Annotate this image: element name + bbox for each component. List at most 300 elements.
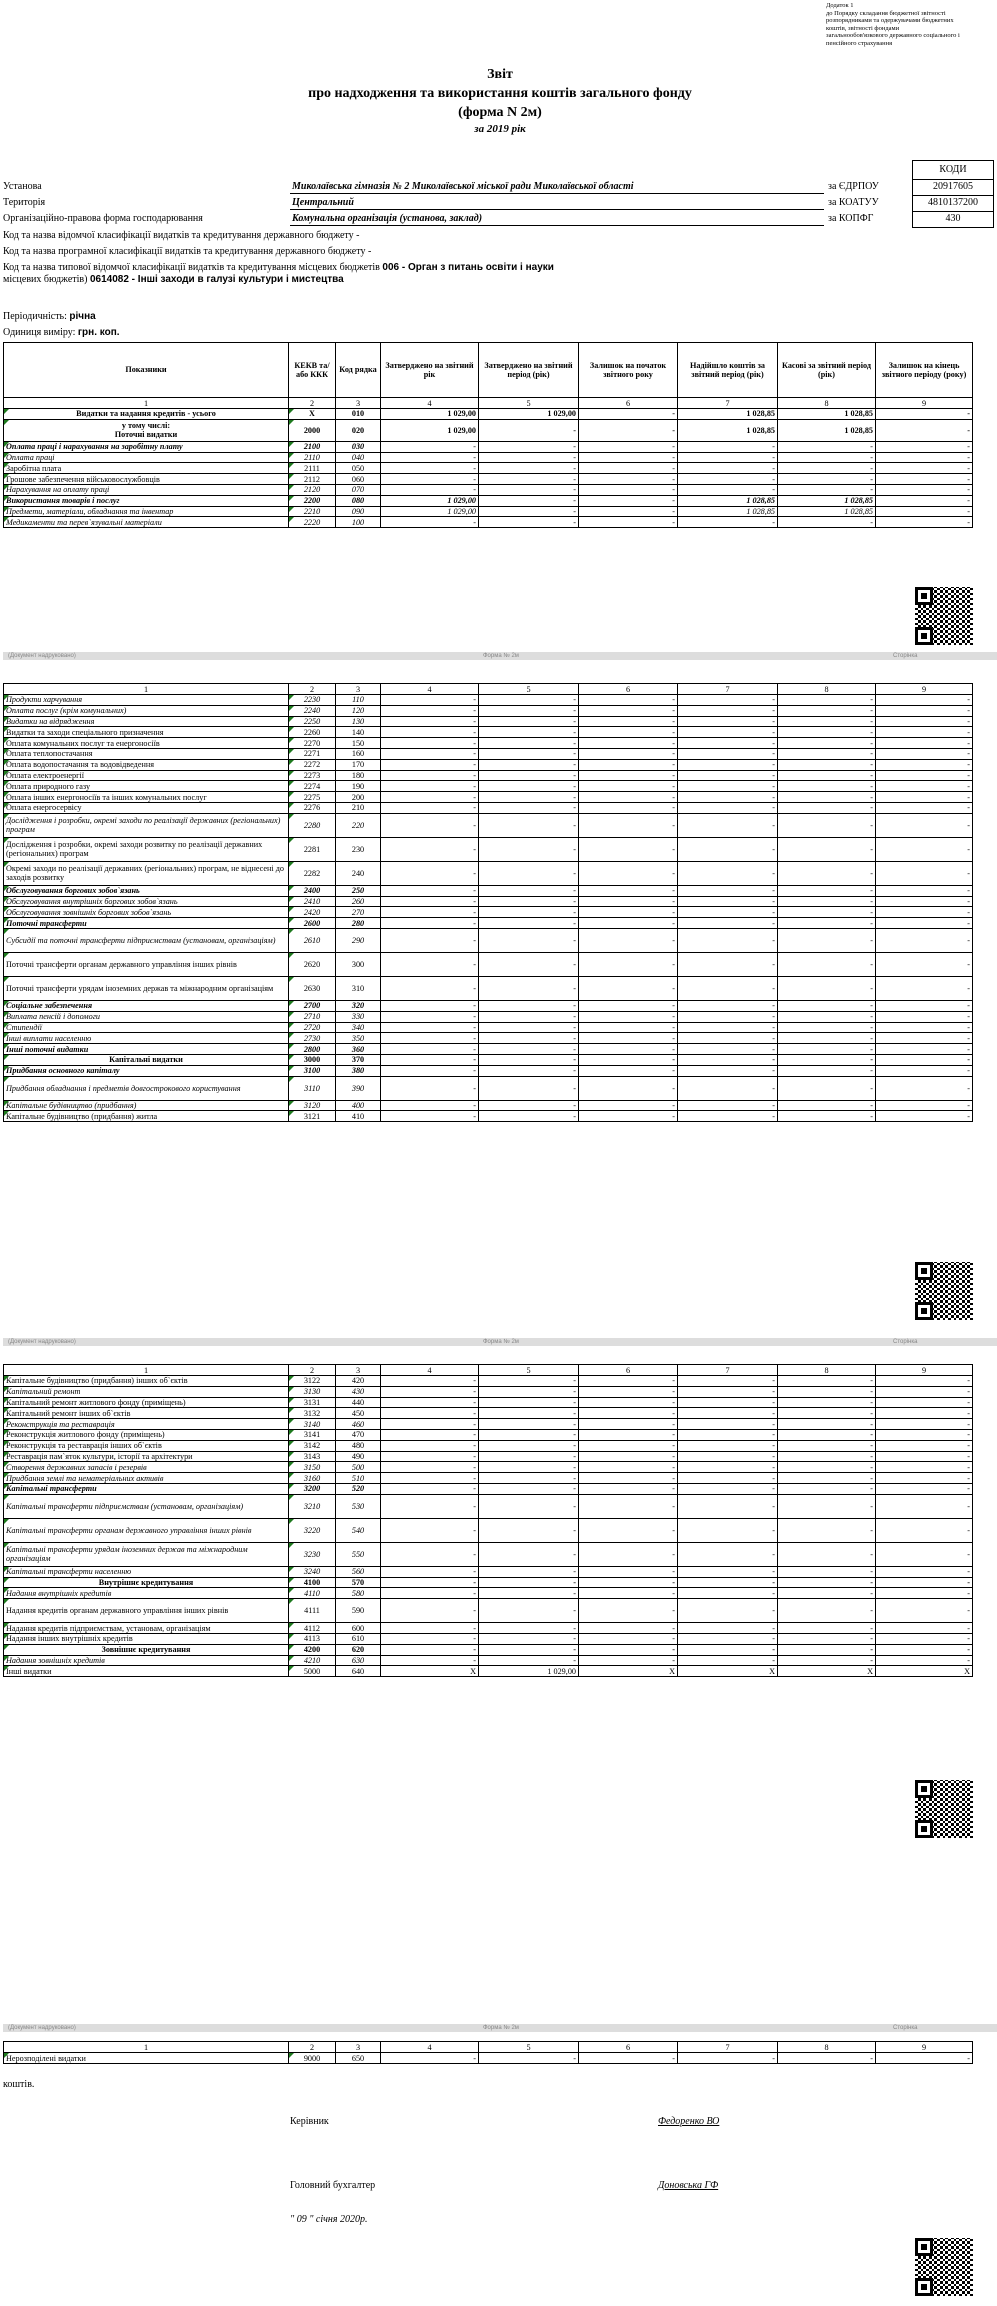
table-row — [4, 837, 973, 861]
value-cell: - — [778, 1419, 876, 1430]
value-cell: - — [778, 1577, 876, 1588]
table-row — [4, 896, 973, 907]
kekv-code: 3110 — [289, 1076, 336, 1100]
value-cell: - — [381, 1397, 479, 1408]
row-code: 180 — [336, 770, 381, 781]
row-code: 320 — [336, 1000, 381, 1011]
value-cell: - — [381, 1054, 479, 1065]
kekv-code: 2271 — [289, 748, 336, 759]
table-row — [4, 918, 973, 929]
value-cell: - — [579, 484, 678, 495]
title-line3: (форма N 2м) — [458, 105, 542, 120]
row-code: 170 — [336, 759, 381, 770]
table-row — [4, 802, 973, 813]
row-name: Капітальний ремонт інших об`єктів — [4, 1408, 289, 1419]
row-name: Дослідження і розробки, окремі заходи розвитку по реалізації державних (регіональних) програм — [4, 837, 289, 861]
value-cell: - — [876, 1076, 973, 1100]
page-mark-left: (Документ надруковано) — [8, 1339, 76, 1345]
row-code: 610 — [336, 1633, 381, 1644]
value-cell: - — [579, 861, 678, 885]
value-cell: - — [778, 1054, 876, 1065]
column-number: 8 — [778, 1365, 876, 1376]
row-code: 010 — [336, 409, 381, 420]
table-row — [4, 1655, 973, 1666]
value-cell: - — [381, 1588, 479, 1599]
value-cell: - — [579, 495, 678, 506]
kekv-code: 2200 — [289, 495, 336, 506]
column-number: 7 — [678, 1365, 778, 1376]
table-header-row — [4, 343, 973, 398]
value-cell: - — [579, 896, 678, 907]
value-cell: - — [479, 419, 579, 441]
column-number: 4 — [381, 684, 479, 695]
value-cell: - — [876, 1494, 973, 1518]
value-cell: - — [579, 770, 678, 781]
value-cell: - — [479, 1054, 579, 1065]
value-cell: - — [678, 1599, 778, 1623]
value-cell: - — [479, 484, 579, 495]
column-number: 3 — [336, 2042, 381, 2053]
value-cell: 1 028,85 — [678, 495, 778, 506]
kekv-code: 2120 — [289, 484, 336, 495]
koatuu-label: за КОАТУУ — [828, 197, 879, 208]
table-row — [4, 1011, 973, 1022]
kekv-code: 3200 — [289, 1483, 336, 1494]
value-cell: - — [876, 484, 973, 495]
value-cell: - — [876, 2053, 973, 2064]
value-cell: - — [876, 705, 973, 716]
value-cell: - — [876, 441, 973, 452]
value-cell: - — [579, 1483, 678, 1494]
row-name: Інші поточні видатки — [4, 1044, 289, 1055]
row-name: Дослідження і розробки, окремі заходи по реалізації державних (регіональних) програм — [4, 813, 289, 837]
value-cell: - — [678, 738, 778, 749]
value-cell: - — [876, 837, 973, 861]
value-cell: - — [876, 1655, 973, 1666]
value-cell: - — [479, 1000, 579, 1011]
kekv-code: 2410 — [289, 896, 336, 907]
value-cell: - — [876, 1065, 973, 1076]
value-cell: - — [479, 1022, 579, 1033]
row-code: 110 — [336, 695, 381, 706]
koatuu-value: 4810137200 — [912, 195, 994, 212]
value-cell: - — [778, 1440, 876, 1451]
kekv-code: 2272 — [289, 759, 336, 770]
page-break — [3, 652, 997, 660]
row-code: 600 — [336, 1623, 381, 1634]
value-cell: - — [778, 727, 876, 738]
value-cell: - — [778, 1633, 876, 1644]
value-cell: - — [678, 1462, 778, 1473]
kekv-code: 2210 — [289, 506, 336, 517]
value-cell: - — [579, 1633, 678, 1644]
value-cell: - — [381, 1623, 479, 1634]
value-cell: - — [876, 1518, 973, 1542]
value-cell: - — [579, 1044, 678, 1055]
row-name: Предмети, матеріали, обладнання та інвентар — [4, 506, 289, 517]
value-cell: - — [678, 517, 778, 528]
kekv-code: 2240 — [289, 705, 336, 716]
value-cell: - — [579, 419, 678, 441]
column-header: Затверджено на звітний період (рік) — [479, 343, 579, 398]
row-code: 380 — [336, 1065, 381, 1076]
row-name: Оплата інших енергоносіїв та інших комунальних послуг — [4, 792, 289, 803]
kekv-code: X — [289, 409, 336, 420]
row-name: Придбання основного капіталу — [4, 1065, 289, 1076]
row-code: 140 — [336, 727, 381, 738]
value-cell: - — [678, 1000, 778, 1011]
value-cell: - — [876, 1000, 973, 1011]
value-cell: - — [778, 738, 876, 749]
value-cell: - — [381, 484, 479, 495]
page-mark-left: (Документ надруковано) — [8, 653, 76, 659]
column-number: 2 — [289, 2042, 336, 2053]
kekv-code: 2275 — [289, 792, 336, 803]
table-row — [4, 409, 973, 420]
value-cell: - — [876, 861, 973, 885]
row-name: Заробітна плата — [4, 463, 289, 474]
value-cell: - — [479, 1451, 579, 1462]
value-cell: - — [579, 792, 678, 803]
value-cell: - — [381, 770, 479, 781]
row-name: Реконструкція та реставрація інших об`єктів — [4, 1440, 289, 1451]
value-cell: - — [678, 1011, 778, 1022]
value-cell: - — [381, 517, 479, 528]
value-cell: - — [678, 1655, 778, 1666]
kekv-code: 2112 — [289, 474, 336, 485]
value-cell: - — [479, 885, 579, 896]
value-cell: - — [876, 1599, 973, 1623]
qr-code — [915, 587, 973, 645]
value-cell: - — [579, 748, 678, 759]
value-cell: - — [678, 1100, 778, 1111]
value-cell: - — [876, 1451, 973, 1462]
value-cell: - — [479, 1462, 579, 1473]
table-row — [4, 1022, 973, 1033]
kekv-code: 3132 — [289, 1408, 336, 1419]
row-code: 540 — [336, 1518, 381, 1542]
value-cell: - — [778, 452, 876, 463]
row-name: Капітальні видатки — [4, 1054, 289, 1065]
value-cell: - — [381, 1000, 479, 1011]
value-cell: - — [778, 837, 876, 861]
value-cell: X — [678, 1666, 778, 1677]
value-cell: - — [579, 716, 678, 727]
value-cell: - — [678, 1429, 778, 1440]
kekv-code: 3100 — [289, 1065, 336, 1076]
row-code: 640 — [336, 1666, 381, 1677]
row-name: Обслуговування внутрішніх боргових зобов`язань — [4, 896, 289, 907]
class-line-4-label: місцевих бюджетів) — [3, 274, 88, 285]
value-cell: - — [479, 896, 579, 907]
page-mark-right: Сторінка — [893, 2025, 918, 2031]
value-cell: - — [579, 928, 678, 952]
value-cell: - — [579, 1011, 678, 1022]
table-row — [4, 1054, 973, 1065]
value-cell: - — [678, 1566, 778, 1577]
value-cell: 1 029,00 — [479, 1666, 579, 1677]
value-cell: - — [778, 896, 876, 907]
value-cell: - — [678, 1408, 778, 1419]
value-cell: - — [381, 1076, 479, 1100]
value-cell: - — [479, 1599, 579, 1623]
column-number-row — [4, 398, 973, 409]
row-code: 630 — [336, 1655, 381, 1666]
kekv-code: 4112 — [289, 1623, 336, 1634]
value-cell: - — [579, 918, 678, 929]
column-header: Затверджено на звітний рік — [381, 343, 479, 398]
row-name: Реконструкція житлового фонду (приміщень) — [4, 1429, 289, 1440]
table-row — [4, 463, 973, 474]
value-cell: - — [778, 770, 876, 781]
legal-form-underline — [290, 225, 824, 226]
page-mark-mid: Форма № 2м — [483, 2025, 519, 2031]
value-cell: - — [678, 1033, 778, 1044]
kekv-code: 3220 — [289, 1518, 336, 1542]
value-cell: - — [381, 861, 479, 885]
value-cell: - — [479, 1111, 579, 1122]
row-name: Капітальний ремонт — [4, 1386, 289, 1397]
column-number: 1 — [4, 398, 289, 409]
value-cell: - — [381, 759, 479, 770]
value-cell: - — [579, 1376, 678, 1387]
report-title — [200, 65, 800, 122]
table-row — [4, 1633, 973, 1644]
head-label: Керівник — [290, 2116, 329, 2127]
row-code: 070 — [336, 484, 381, 495]
value-cell: 1 029,00 — [381, 506, 479, 517]
table-row — [4, 419, 973, 441]
table-row — [4, 1623, 973, 1634]
value-cell: - — [778, 1000, 876, 1011]
qr-code — [915, 1780, 973, 1838]
column-number: 2 — [289, 1365, 336, 1376]
value-cell: - — [876, 1376, 973, 1387]
value-cell: - — [678, 918, 778, 929]
column-number: 6 — [579, 398, 678, 409]
value-cell: - — [479, 1011, 579, 1022]
value-cell: - — [479, 1623, 579, 1634]
value-cell: - — [579, 1440, 678, 1451]
row-name: Оплата природного газу — [4, 781, 289, 792]
value-cell: - — [778, 1076, 876, 1100]
value-cell: - — [479, 1473, 579, 1484]
row-name: Обслуговування зовнішніх боргових зобов`язань — [4, 907, 289, 918]
value-cell: - — [579, 1022, 678, 1033]
value-cell: - — [579, 759, 678, 770]
value-cell: - — [876, 409, 973, 420]
table-row — [4, 1076, 973, 1100]
table-row — [4, 441, 973, 452]
value-cell: - — [579, 837, 678, 861]
value-cell: - — [579, 1386, 678, 1397]
kekv-code: 2000 — [289, 419, 336, 441]
kekv-code: 3141 — [289, 1429, 336, 1440]
value-cell: - — [678, 861, 778, 885]
value-cell: - — [479, 1518, 579, 1542]
row-name: Оплата праці і нарахування на заробітну плату — [4, 441, 289, 452]
table-row — [4, 1599, 973, 1623]
row-code: 160 — [336, 748, 381, 759]
value-cell: - — [381, 813, 479, 837]
row-code: 440 — [336, 1397, 381, 1408]
value-cell: - — [579, 1397, 678, 1408]
kekv-code: 2250 — [289, 716, 336, 727]
value-cell: - — [876, 928, 973, 952]
value-cell: - — [381, 441, 479, 452]
value-cell: - — [678, 1044, 778, 1055]
value-cell: - — [479, 1044, 579, 1055]
row-code: 100 — [336, 517, 381, 528]
kekv-code: 3230 — [289, 1542, 336, 1566]
row-name: Оплата праці — [4, 452, 289, 463]
value-cell: - — [479, 792, 579, 803]
value-cell: - — [579, 1076, 678, 1100]
kekv-code: 3143 — [289, 1451, 336, 1462]
value-cell: - — [479, 1376, 579, 1387]
value-cell: - — [479, 441, 579, 452]
value-cell: - — [381, 1577, 479, 1588]
row-code: 220 — [336, 813, 381, 837]
value-cell: - — [876, 759, 973, 770]
value-cell: - — [579, 1408, 678, 1419]
value-cell: - — [778, 1462, 876, 1473]
value-cell: - — [579, 1429, 678, 1440]
column-number: 4 — [381, 398, 479, 409]
kekv-code: 5000 — [289, 1666, 336, 1677]
row-name: Інші видатки — [4, 1666, 289, 1677]
value-cell: - — [678, 759, 778, 770]
column-header: Код рядка — [336, 343, 381, 398]
value-cell: - — [479, 1655, 579, 1666]
value-cell: - — [479, 2053, 579, 2064]
qr-code — [915, 2238, 973, 2296]
value-cell: - — [579, 885, 678, 896]
value-cell: - — [876, 1566, 973, 1577]
table-row — [4, 1473, 973, 1484]
kekv-code: 3122 — [289, 1376, 336, 1387]
value-cell: - — [678, 1451, 778, 1462]
row-code: 510 — [336, 1473, 381, 1484]
value-cell: - — [479, 1566, 579, 1577]
row-name: Видатки та заходи спеціального призначення — [4, 727, 289, 738]
kekv-code: 3210 — [289, 1494, 336, 1518]
value-cell: - — [381, 2053, 479, 2064]
page-mark-right: Сторінка — [893, 653, 918, 659]
row-name: Капітальні трансферти урядам іноземних держав та міжнародним організаціям — [4, 1542, 289, 1566]
legal-form-label: Організаційно-правова форма господарювання — [3, 213, 203, 224]
value-cell: - — [778, 1022, 876, 1033]
value-cell: - — [678, 463, 778, 474]
table-row — [4, 861, 973, 885]
column-number: 3 — [336, 1365, 381, 1376]
value-cell: - — [678, 1419, 778, 1430]
value-cell: - — [381, 907, 479, 918]
value-cell: - — [876, 952, 973, 976]
value-cell: - — [579, 907, 678, 918]
value-cell: - — [381, 1022, 479, 1033]
column-number-row — [4, 1365, 973, 1376]
row-code: 090 — [336, 506, 381, 517]
kekv-code: 4113 — [289, 1633, 336, 1644]
value-cell: - — [778, 1623, 876, 1634]
value-cell: - — [579, 1644, 678, 1655]
value-cell: - — [381, 952, 479, 976]
row-name: Оплата енергосервісу — [4, 802, 289, 813]
value-cell: - — [678, 1440, 778, 1451]
value-cell: - — [778, 1473, 876, 1484]
value-cell: 1 029,00 — [381, 419, 479, 441]
value-cell: - — [479, 1644, 579, 1655]
value-cell: - — [579, 738, 678, 749]
value-cell: - — [876, 1473, 973, 1484]
row-name: Поточні трансферти — [4, 918, 289, 929]
row-name: у тому числі: Поточні видатки — [4, 419, 289, 441]
row-name: Оплата послуг (крім комунальних) — [4, 705, 289, 716]
row-name: Капітальне будівництво (придбання) інших об`єктів — [4, 1376, 289, 1387]
value-cell: - — [876, 907, 973, 918]
row-code: 550 — [336, 1542, 381, 1566]
class-line-4-value: 0614082 - Інші заходи в галузі культури і мистецтва — [89, 274, 344, 285]
value-cell: X — [876, 1666, 973, 1677]
row-name: Оплата водопостачання та водовідведення — [4, 759, 289, 770]
value-cell: - — [678, 1022, 778, 1033]
column-number: 8 — [778, 684, 876, 695]
value-cell: - — [876, 918, 973, 929]
table-row — [4, 738, 973, 749]
row-name: Стипендії — [4, 1022, 289, 1033]
value-cell: 1 029,00 — [381, 409, 479, 420]
qr-code — [915, 1262, 973, 1320]
kekv-code: 3142 — [289, 1440, 336, 1451]
row-name: Капітальний ремонт житлового фонду (приміщень) — [4, 1397, 289, 1408]
column-number: 1 — [4, 1365, 289, 1376]
value-cell: - — [381, 1451, 479, 1462]
institution-label: Установа — [3, 181, 42, 192]
column-number: 2 — [289, 398, 336, 409]
value-cell: - — [876, 727, 973, 738]
value-cell: - — [579, 2053, 678, 2064]
value-cell: - — [381, 727, 479, 738]
value-cell: - — [778, 976, 876, 1000]
value-cell: - — [678, 837, 778, 861]
row-code: 580 — [336, 1588, 381, 1599]
unit-of-measure — [3, 327, 120, 339]
value-cell: - — [479, 813, 579, 837]
table-row — [4, 1000, 973, 1011]
value-cell: - — [876, 1542, 973, 1566]
row-name: Надання кредитів органам державного управління інших рівнів — [4, 1599, 289, 1623]
kekv-code: 3130 — [289, 1386, 336, 1397]
row-name: Капітальні трансферти населенню — [4, 1566, 289, 1577]
value-cell: - — [678, 885, 778, 896]
row-code: 430 — [336, 1386, 381, 1397]
kekv-code: 2420 — [289, 907, 336, 918]
value-cell: - — [876, 1429, 973, 1440]
value-cell: - — [381, 1011, 479, 1022]
value-cell: - — [579, 1494, 678, 1518]
value-cell: - — [876, 976, 973, 1000]
column-number: 7 — [678, 684, 778, 695]
row-code: 480 — [336, 1440, 381, 1451]
column-number: 8 — [778, 2042, 876, 2053]
value-cell: - — [479, 517, 579, 528]
value-cell: - — [678, 976, 778, 1000]
value-cell: - — [876, 1623, 973, 1634]
table-row — [4, 1518, 973, 1542]
row-name: Придбання землі та нематеріальних активів — [4, 1473, 289, 1484]
value-cell: - — [479, 1386, 579, 1397]
